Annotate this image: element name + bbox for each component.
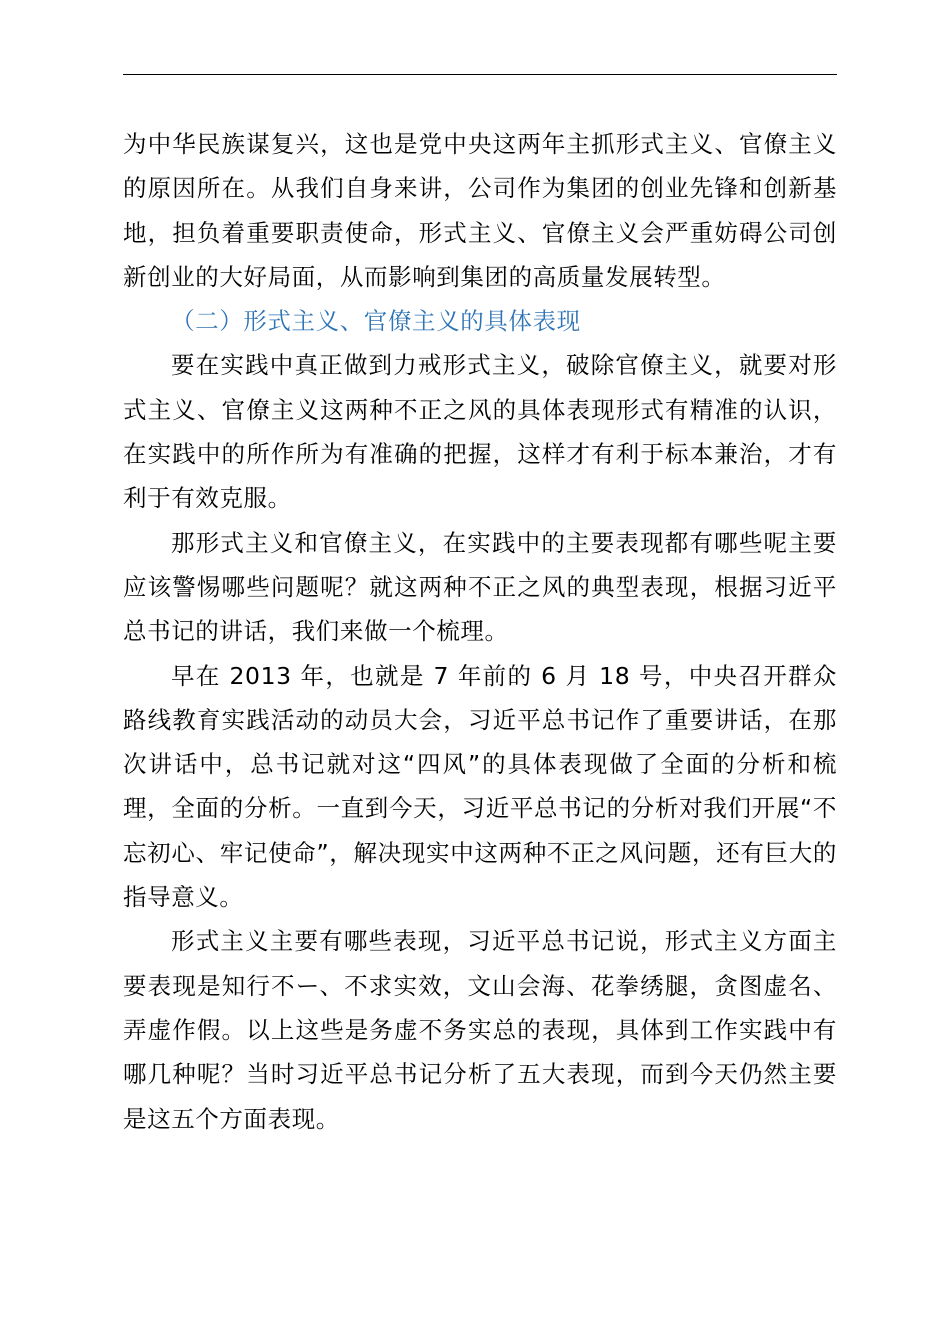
- paragraph-3: 早在 2013 年，也就是 7 年前的 6 月 18 号，中央召开群众路线教育实践活动的动员大会，习近平总书记作了重要讲话，在那次讲话中，总书记就对这“四风”的具体表现做了全面的分析和梳理，全面的分析。一直到今天，习近平总书记的分析对我们开展“不忘初心、牢记使命”，解决现实中这两种不正之风问题，还有巨大的指导意义。: [123, 661, 837, 912]
- paragraph-1: 要在实践中真正做到力戒形式主义，破除官僚主义，就要对形式主义、官僚主义这两种不正之风的具体表现形式有精准的认识，在实践中的所作所为有准确的把握，这样才有利于标本兼治，才有利于有效克服。: [123, 351, 837, 513]
- document-body: [123, 122, 837, 1141]
- paragraph-continuation: 为中华民族谋复兴，这也是党中央这两年主抓形式主义、官僚主义的原因所在。从我们自身来讲，公司作为集团的创业先锋和创新基地，担负着重要职责使命，形式主义、官僚主义会严重妨碍公司创新创业的大好局面，从而影响到集团的高质量发展转型。: [123, 130, 837, 291]
- paragraph-4: 形式主义主要有哪些表现，习近平总书记说，形式主义方面主要表现是知行不ー、不求实效，文山会海、花拳绣腿，贪图虚名、弄虚作假。以上这些是务虚不务实总的表现，具体到工作实践中有哪几种呢？当时习近平总书记分析了五大表现，而到今天仍然主要是这五个方面表现。: [123, 927, 837, 1133]
- section-heading: （二）形式主义、官僚主义的具体表现: [171, 307, 581, 336]
- paragraph-2: 那形式主义和官僚主义，在实践中的主要表现都有哪些呢主要应该警惕哪些问题呢？就这两种不正之风的典型表现，根据习近平总书记的讲话，我们来做一个梳理。: [123, 528, 837, 646]
- header-rule: [123, 74, 837, 75]
